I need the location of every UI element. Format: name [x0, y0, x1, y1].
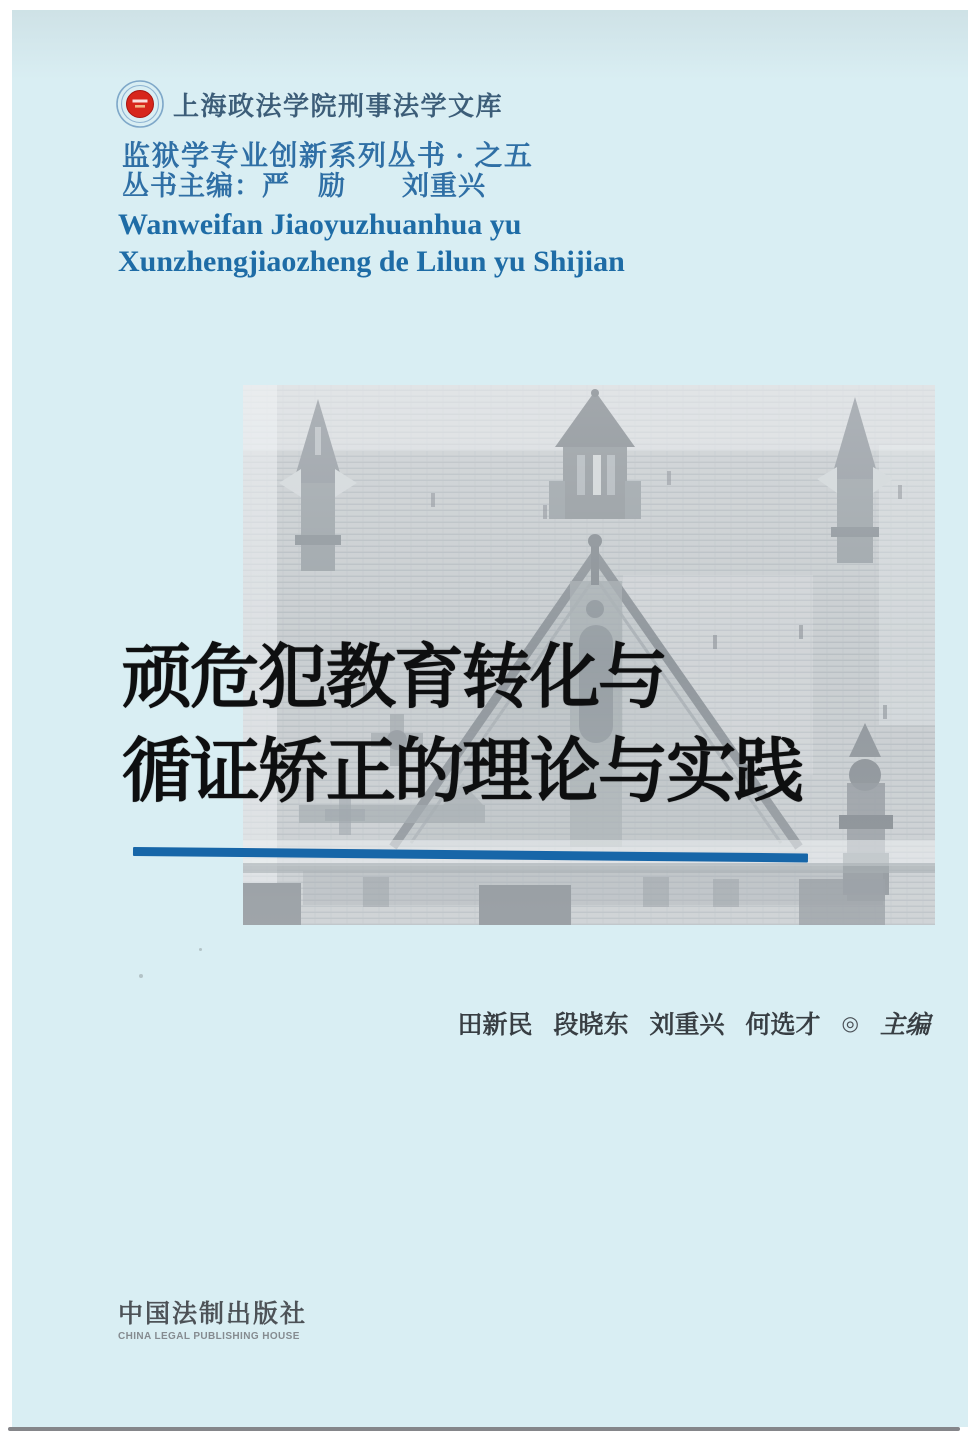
series-editors: 丛书主编：严 励 刘重兴	[122, 171, 486, 201]
authors-line	[457, 1005, 930, 1041]
scan-speck	[199, 948, 202, 951]
editor-role-label: 主编	[879, 1012, 930, 1039]
book-title	[122, 632, 802, 820]
pinyin-title	[118, 206, 625, 280]
double-circle-icon: ◎	[841, 1012, 859, 1035]
book-title-line2: 循证矫正的理论与实践	[122, 734, 802, 811]
university-seal-icon	[115, 79, 165, 129]
publisher-block	[118, 1300, 307, 1343]
library-label: 上海政法学院刑事法学文库	[173, 91, 504, 121]
author-name: 何选才	[745, 1012, 821, 1039]
page-bottom-edge-line	[8, 1427, 960, 1431]
book-cover	[12, 10, 968, 1427]
series-title: 监狱学专业创新系列丛书 · 之五	[122, 141, 534, 172]
pinyin-title-line1: Wanweifan Jiaoyuzhuanhua yu	[118, 208, 522, 241]
publisher-name-en: CHINA LEGAL PUBLISHING HOUSE	[118, 1331, 300, 1342]
author-name: 段晓东	[553, 1012, 629, 1039]
pinyin-title-line2: Xunzhengjiaozheng de Lilun yu Shijian	[118, 245, 625, 278]
scan-speck	[139, 974, 143, 978]
book-title-line1: 顽危犯教育转化与	[122, 640, 666, 717]
publisher-name: 中国法制出版社	[118, 1300, 308, 1328]
author-name: 刘重兴	[649, 1012, 725, 1039]
author-name: 田新民	[457, 1012, 533, 1039]
